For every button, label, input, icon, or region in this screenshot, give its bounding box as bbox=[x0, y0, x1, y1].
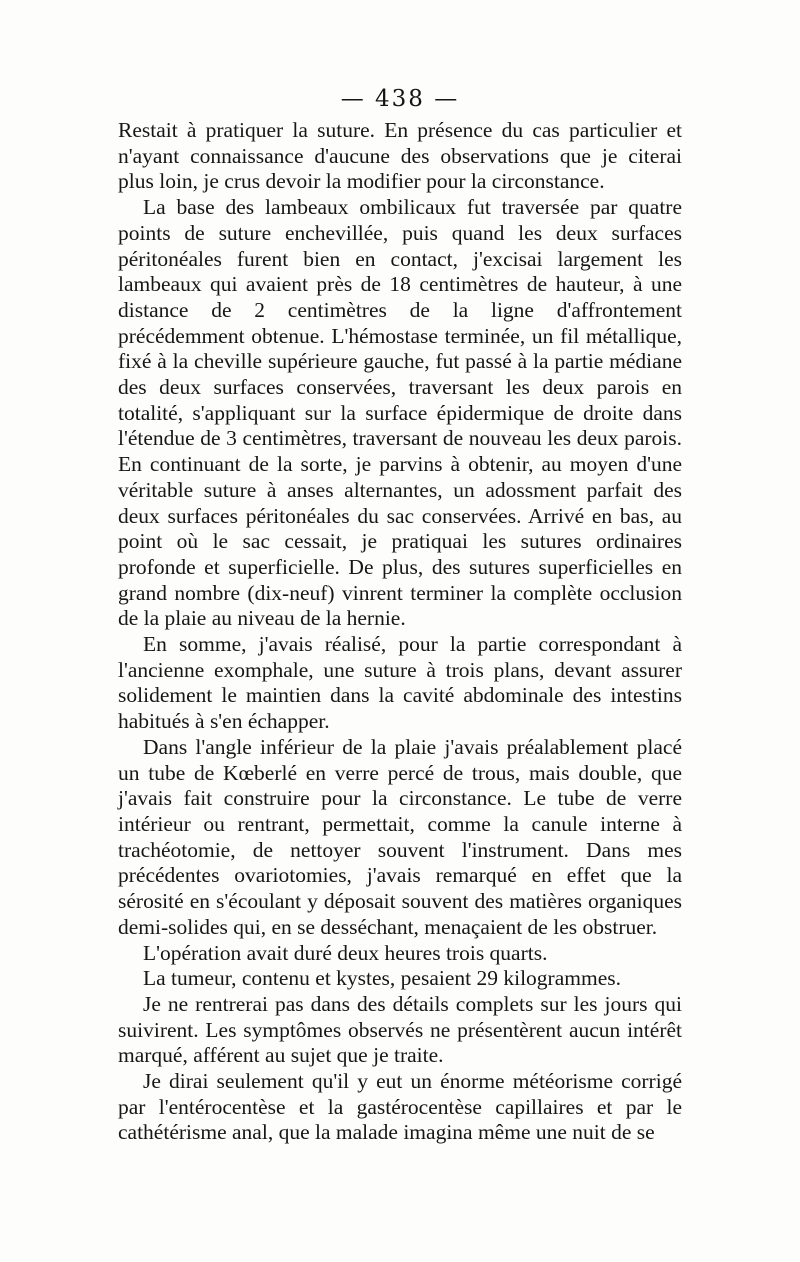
paragraph-5: L'opération avait duré deux heures trois quarts. bbox=[143, 940, 548, 965]
body-text bbox=[118, 118, 682, 1146]
paragraph-1: Restait à pratiquer la suture. En présence du cas particulier et n'ayant connaissance d'aucune des observations que je citerai plus loin, je crus devoir la modifier pour la circonstance. bbox=[118, 118, 682, 194]
paragraph-4: Dans l'angle inférieur de la plaie j'avais préalablement placé un tube de Kœberlé en verre percé de trous, mais double, que j'avais fait construire pour la circonstance. Le tube de verre intérieur ou rentrant, permettait, comme la canule interne à trachéotomie, de nettoyer souvent l'instrument. Dans mes précédentes ovariotomies, j'avais remarqué en effet que la sérosité en s'écoulant y déposait souvent des matières organiques demi-solides qui, en se desséchant, menaçaient de les obstruer. bbox=[118, 734, 682, 939]
paragraph-8: Je dirai seulement qu'il y eut un énorme météorisme corrigé par l'entérocentèse et la gastérocentèse capillaires et par le cathétérisme anal, que la malade imagina même une nuit de se bbox=[118, 1069, 682, 1145]
paragraph-6: La tumeur, contenu et kystes, pesaient 29 kilogrammes. bbox=[143, 966, 621, 991]
page-number: — 438 — bbox=[340, 86, 460, 112]
paragraph-3: En somme, j'avais réalisé, pour la partie correspondant à l'ancienne exomphale, une suture à trois plans, devant assurer solidement le maintien dans la cavité abdominale des intestins habitués à s'en échapper. bbox=[118, 632, 682, 734]
paragraph-7: Je ne rentrerai pas dans des détails complets sur les jours qui suivirent. Les symptômes observés ne présentèrent aucun intérêt marqué, afférent au sujet que je traite. bbox=[118, 991, 682, 1068]
paragraph-2: La base des lambeaux ombilicaux fut traversée par quatre points de suture enchevillée, puis quand les deux surfaces péritonéales furent bien en contact, j'excisai largement les lambeaux qui avaient près de 18 centimètres de hauteur, à une distance de 2 centimètres de la ligne d'affrontement précédemment obtenue. L'hémostase terminée, un fil métallique, fixé à la cheville supérieure gauche, fut passé à la partie médiane des deux surfaces conservées, traversant les deux parois en totalité, s'appliquant sur la surface épidermique de droite dans l'étendue de 3 centimètres, traversant de nouveau les deux parois. En continuant de la sorte, je parvins à obtenir, au moyen d'une véritable suture à anses alternantes, un adossment parfait des deux surfaces péritonéales du sac conservées. Arrivé en bas, au point où le sac cessait, je pratiquai les sutures ordinaires profonde et superficielle. De plus, des sutures superficielles en grand nombre (dix-neuf) vinrent terminer la complète occlusion de la plaie au niveau de la hernie. bbox=[118, 195, 682, 631]
